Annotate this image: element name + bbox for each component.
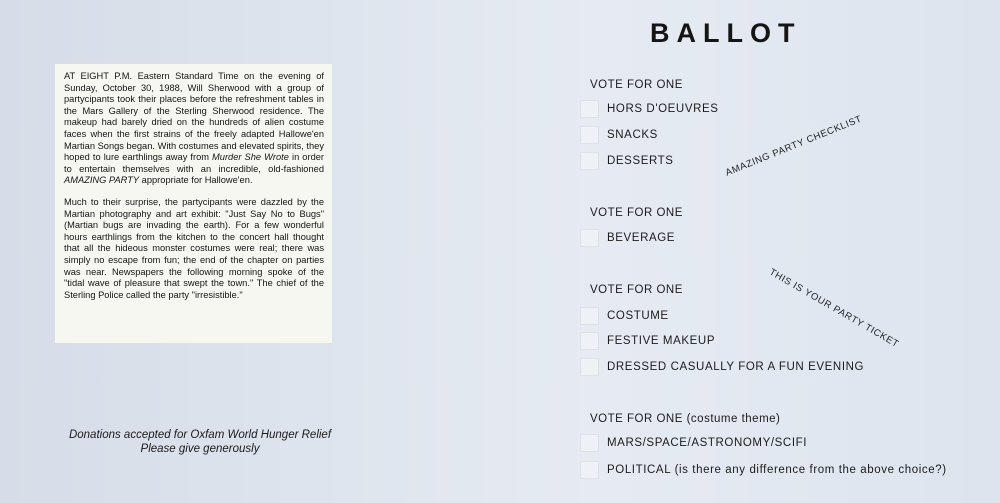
section-heading-food: VOTE FOR ONE bbox=[590, 79, 683, 91]
donations-line-2: Please give generously bbox=[140, 443, 260, 455]
checkbox[interactable] bbox=[580, 100, 599, 118]
option-label: BEVERAGE bbox=[607, 232, 676, 244]
stamp-party-ticket: THIS IS YOUR PARTY TICKET bbox=[767, 266, 901, 351]
article-panel bbox=[55, 64, 332, 343]
article-paragraph-1 bbox=[64, 71, 324, 187]
article-text: AT EIGHT P.M. Eastern Standard Time on the evening of Sunday, October 30, 1988, Will Sherwood with a group of partycipants took their places before the refreshment tables in the Mars Gallery of the Sterling Sherwood residence. The makeup had barely dried on the hundreds of alien costume faces when the first strains of the freely adapted Hallowe'en Martian Songs began. With costumes and elevated spirits, they hoped to lure earthlings away from bbox=[64, 71, 324, 163]
stamp-party-checklist: AMAZING PARTY CHECKLIST bbox=[723, 113, 864, 179]
checkbox[interactable] bbox=[580, 461, 599, 479]
checkbox[interactable] bbox=[580, 152, 599, 170]
article-paragraph-2: Much to their surprise, the partycipants were dazzled by the Martian photography and art exhibit: "Just Say No to Bugs" (Martian bugs are invading the earth). For a few wonderful hours earthlings from the kitchen to the concert hall thought that all the hideous monster costumes were real; there was simply no escape from fun; the end of the chapter on parties was near. Newspapers the following morning spoke of the "tidal wave of pleasure that swept the town." The chief of the Sterling Police called the party "irresistible." bbox=[64, 196, 324, 300]
option-dressed-casually[interactable] bbox=[580, 357, 864, 377]
article-tv-show-title: Murder She Wrote bbox=[212, 152, 289, 163]
donations-line-1: Donations accepted for Oxfam World Hunger Relief bbox=[68, 429, 332, 441]
article-text: appropriate for Hallowe'en. bbox=[139, 175, 253, 186]
option-label: MARS/SPACE/ASTRONOMY/SCIFI bbox=[607, 437, 808, 449]
ballot-title: BALLOT bbox=[650, 18, 802, 48]
option-political[interactable] bbox=[580, 460, 947, 480]
checkbox[interactable] bbox=[580, 332, 599, 350]
donations-note bbox=[20, 428, 380, 456]
section-heading-costume-theme: VOTE FOR ONE (costume theme) bbox=[590, 413, 781, 425]
option-festive-makeup[interactable] bbox=[580, 331, 715, 351]
option-mars-space[interactable] bbox=[580, 433, 807, 453]
option-label: SNACKS bbox=[607, 129, 658, 141]
section-heading-beverage: VOTE FOR ONE bbox=[590, 207, 683, 219]
option-label: HORS D'OEUVRES bbox=[607, 103, 719, 115]
option-snacks[interactable] bbox=[580, 125, 658, 145]
option-desserts[interactable] bbox=[580, 151, 674, 171]
checkbox[interactable] bbox=[580, 358, 599, 376]
checkbox[interactable] bbox=[580, 126, 599, 144]
checkbox[interactable] bbox=[580, 229, 599, 247]
checkbox[interactable] bbox=[580, 434, 599, 452]
article-party-name: AMAZING PARTY bbox=[64, 175, 140, 186]
option-label: POLITICAL (is there any difference from the above choice?) bbox=[607, 464, 947, 476]
section-heading-attire: VOTE FOR ONE bbox=[590, 284, 683, 296]
option-label: FESTIVE MAKEUP bbox=[607, 335, 716, 347]
option-label: DRESSED CASUALLY FOR A FUN EVENING bbox=[607, 361, 865, 373]
option-hors-doeuvres[interactable] bbox=[580, 99, 719, 119]
checkbox[interactable] bbox=[580, 307, 599, 325]
option-beverage[interactable] bbox=[580, 228, 675, 248]
article-text: in order to entertain themselves with an incredible, old-fashioned bbox=[64, 152, 325, 174]
option-label: DESSERTS bbox=[607, 155, 674, 167]
option-costume[interactable] bbox=[580, 306, 669, 326]
option-label: COSTUME bbox=[607, 310, 669, 322]
